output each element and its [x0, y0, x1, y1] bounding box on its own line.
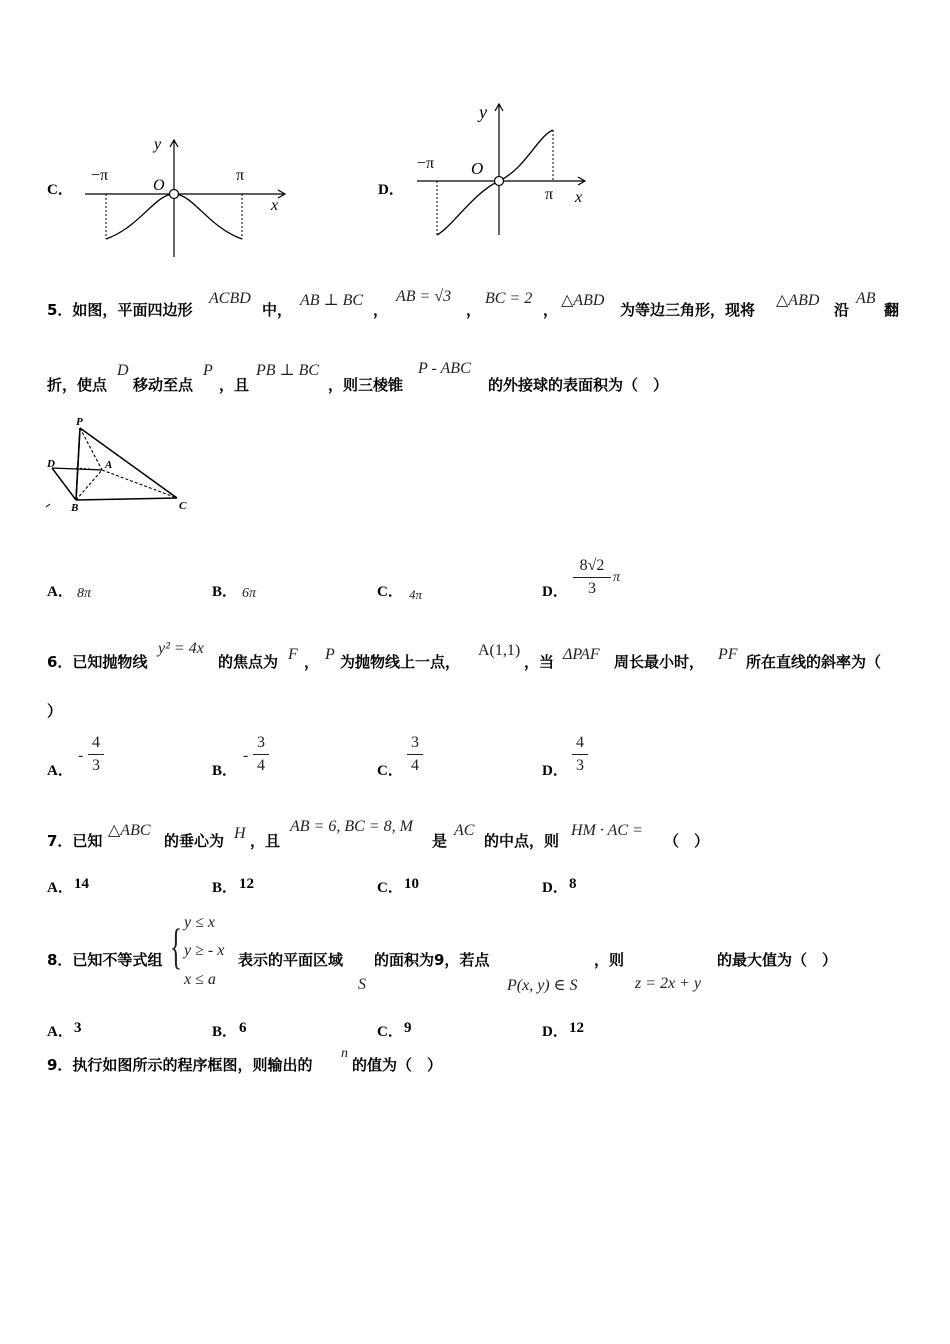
q5-option-c-value[interactable]: 4π [409, 587, 423, 602]
q6-text-6: 周长最小时， [614, 653, 705, 671]
q5-math-p-abc: P - ABC [418, 360, 471, 377]
q5-math-ab-sqrt3: AB = √3 [396, 288, 452, 305]
q6-math-p: P [325, 646, 335, 663]
q5-text-4: ， [466, 301, 482, 319]
q5-option-b-label[interactable]: B． [212, 584, 238, 600]
q7-text-3: ，且 [250, 832, 281, 850]
fraction-bar [407, 754, 423, 755]
q8-math-s: S [358, 976, 366, 993]
q5-text-1: 5．如图，平面四边形 [47, 301, 193, 319]
q5-line2-text-2: 移动至点 [133, 376, 194, 394]
q5-line2-text-3: ，且 [219, 376, 250, 394]
q8-text-5: 的最大值为（ ） [717, 951, 838, 969]
q6-math-paf: ΔPAF [563, 646, 600, 663]
q5-line2-text-1: 折，使点 [47, 376, 108, 394]
edge-ba [76, 470, 102, 500]
q6-option-b-sign: - [243, 747, 249, 764]
label-c: C [179, 500, 187, 512]
origin-label: O [471, 159, 484, 178]
q5-math-abd-2: △ABD [776, 292, 820, 309]
q8-system-line-1: y ≤ x [184, 914, 215, 931]
graph-d [413, 98, 593, 243]
q8-system-line-3: x ≤ a [184, 971, 216, 988]
q5-math-ab-perp-bc: AB ⊥ BC [300, 292, 364, 309]
edge-bp [76, 428, 80, 500]
q7-text-2: 的垂心为 [164, 832, 225, 850]
edge-bc [76, 498, 177, 500]
q6-option-c-fraction[interactable] [407, 734, 423, 775]
fraction-denominator: 4 [257, 757, 265, 774]
q6-text-7: 所在直线的斜率为（ [746, 653, 882, 671]
x-label: x [271, 197, 279, 214]
q7-math-lengths: AB = 6, BC = 8, M [290, 818, 413, 835]
q8-option-b-value[interactable]: 6 [239, 1020, 247, 1036]
q5-text-6: 为等边三角形，现将 [620, 301, 756, 319]
fraction-bar [572, 754, 588, 755]
q5-math-p: P [203, 362, 213, 379]
fraction-numerator: 4 [92, 734, 100, 751]
q7-option-c-label[interactable]: C． [377, 880, 403, 896]
fraction-numerator: 4 [576, 734, 584, 751]
q8-text-3: 的面积为9，若点 [374, 951, 490, 969]
fraction-bar [88, 754, 104, 755]
q6-option-a-label[interactable]: A． [47, 763, 73, 779]
pi-label: π [236, 167, 245, 184]
q7-option-d-value[interactable]: 8 [569, 876, 577, 892]
option-c-label[interactable]: C． [47, 182, 73, 198]
edge-pa [80, 428, 102, 470]
q6-text-2: 的焦点为 [218, 653, 279, 671]
q6-text-4: 为抛物线上一点， [340, 653, 461, 671]
q7-text-5: 的中点，则 [484, 832, 560, 850]
fraction-denominator: 3 [588, 580, 596, 597]
fraction-denominator: 3 [576, 757, 584, 774]
q5-text-3: ， [373, 301, 389, 319]
q7-text-6: （ ） [664, 832, 710, 850]
y-label: y [154, 136, 162, 153]
option-d-label[interactable]: D． [378, 182, 404, 198]
q5-pyramid-figure [42, 412, 202, 517]
q8-option-d-label[interactable]: D． [542, 1024, 568, 1040]
q7-option-a-label[interactable]: A． [47, 880, 73, 896]
q8-math-point-in-s: P(x, y) ∈ S [507, 977, 578, 994]
q6-math-f: F [288, 646, 298, 663]
fraction-denominator: 3 [92, 757, 100, 774]
q6-text-1: 6．已知抛物线 [47, 653, 148, 671]
fraction-bar [253, 754, 269, 755]
q6-text-8: ） [47, 702, 63, 720]
q8-option-c-value[interactable]: 9 [404, 1020, 412, 1036]
figure-mark [46, 504, 50, 507]
q8-math-objective: z = 2x + y [635, 975, 702, 992]
fraction-numerator: 3 [411, 734, 419, 751]
q5-math-d: D [117, 362, 129, 379]
y-label: y [479, 102, 487, 122]
q6-math-parabola: y² = 4x [158, 640, 204, 657]
q6-option-d-label[interactable]: D． [542, 763, 568, 779]
q6-option-b-fraction[interactable] [253, 734, 269, 775]
q7-math-h: H [234, 825, 246, 842]
q5-math-ab: AB [856, 290, 876, 307]
edge-pc [80, 428, 177, 498]
q9-text-1: 9．执行如图所示的程序框图，则输出的 [47, 1056, 313, 1074]
q7-math-ac: AC [454, 822, 475, 839]
q5-option-c-label[interactable]: C． [377, 584, 403, 600]
edge-ac [102, 470, 177, 498]
q6-option-b-label[interactable]: B． [212, 763, 238, 779]
q7-math-dot-product: HM · AC = [571, 822, 643, 839]
label-b: B [71, 502, 79, 514]
label-a: A [105, 459, 113, 471]
origin-label: O [153, 177, 165, 194]
graph-c [85, 135, 295, 260]
q5-option-d-pi: π [613, 570, 621, 585]
q7-option-d-label[interactable]: D． [542, 880, 568, 896]
q5-math-acbd: ACBD [209, 290, 251, 307]
q5-option-d-fraction[interactable] [573, 557, 611, 598]
edge-db [52, 468, 76, 500]
q7-option-c-value[interactable]: 10 [404, 876, 419, 892]
q6-math-pf: PF [718, 646, 738, 663]
origin-circle [495, 177, 504, 186]
q5-option-d-label[interactable]: D． [542, 584, 568, 600]
q5-line2-text-4: ，则三棱锥 [328, 376, 404, 394]
q8-option-d-value[interactable]: 12 [569, 1020, 584, 1036]
q7-math-abc: △ABC [108, 822, 151, 839]
q8-text-2: 表示的平面区域 [238, 951, 344, 969]
q7-option-b-value[interactable]: 12 [239, 876, 254, 892]
q8-option-b-label[interactable]: B． [212, 1024, 238, 1040]
x-label: x [575, 189, 583, 206]
q8-brace-icon: { [170, 918, 182, 974]
fraction-denominator: 4 [411, 757, 419, 774]
q5-math-bc-2: BC = 2 [485, 290, 533, 307]
q5-text-5: ， [543, 301, 559, 319]
q5-option-a-label[interactable]: A． [47, 584, 73, 600]
q5-math-pb-perp-bc: PB ⊥ BC [256, 362, 320, 379]
q8-option-a-value[interactable]: 3 [74, 1020, 82, 1036]
origin-circle [170, 190, 179, 199]
q7-text-4: 是 [432, 832, 448, 850]
fraction-numerator: 3 [257, 734, 265, 751]
q5-line2-text-5: 的外接球的表面积为（ ） [488, 376, 669, 394]
q6-text-3: ， [304, 653, 320, 671]
q5-math-abd-1: △ABD [561, 292, 605, 309]
q6-option-d-fraction[interactable] [572, 734, 588, 775]
q8-system-line-2: y ≥ - x [184, 942, 225, 959]
q5-text-2: 中， [262, 301, 293, 319]
pi-label: π [545, 186, 554, 203]
q6-option-a-fraction[interactable] [88, 734, 104, 775]
q7-option-a-value[interactable]: 14 [74, 876, 89, 892]
q8-text-1: 8．已知不等式组 [47, 951, 163, 969]
q8-option-a-label[interactable]: A． [47, 1024, 73, 1040]
q5-option-a-value[interactable]: 8π [77, 586, 92, 601]
q6-option-a-sign: - [78, 747, 84, 764]
neg-pi-label: −π [91, 167, 109, 184]
q8-text-4: ，则 [594, 951, 625, 969]
fraction-numerator: 8√2 [579, 557, 605, 574]
neg-pi-label: −π [417, 155, 435, 172]
q6-math-a11: A(1,1) [478, 642, 521, 659]
q6-option-c-label[interactable]: C． [377, 763, 403, 779]
q9-math-n: n [341, 1046, 348, 1061]
q7-option-b-label[interactable]: B． [212, 880, 238, 896]
q6-text-5: ，当 [524, 653, 555, 671]
q9-text-2: 的值为（ ） [352, 1056, 443, 1074]
label-p: P [76, 416, 83, 428]
label-d: D [47, 458, 55, 470]
q5-text-7: 沿 [834, 301, 850, 319]
q5-option-b-value[interactable]: 6π [242, 586, 257, 601]
q8-option-c-label[interactable]: C． [377, 1024, 403, 1040]
fraction-bar [573, 577, 611, 578]
q7-text-1: 7．已知 [47, 832, 103, 850]
q5-text-8: 翻 [884, 301, 900, 319]
